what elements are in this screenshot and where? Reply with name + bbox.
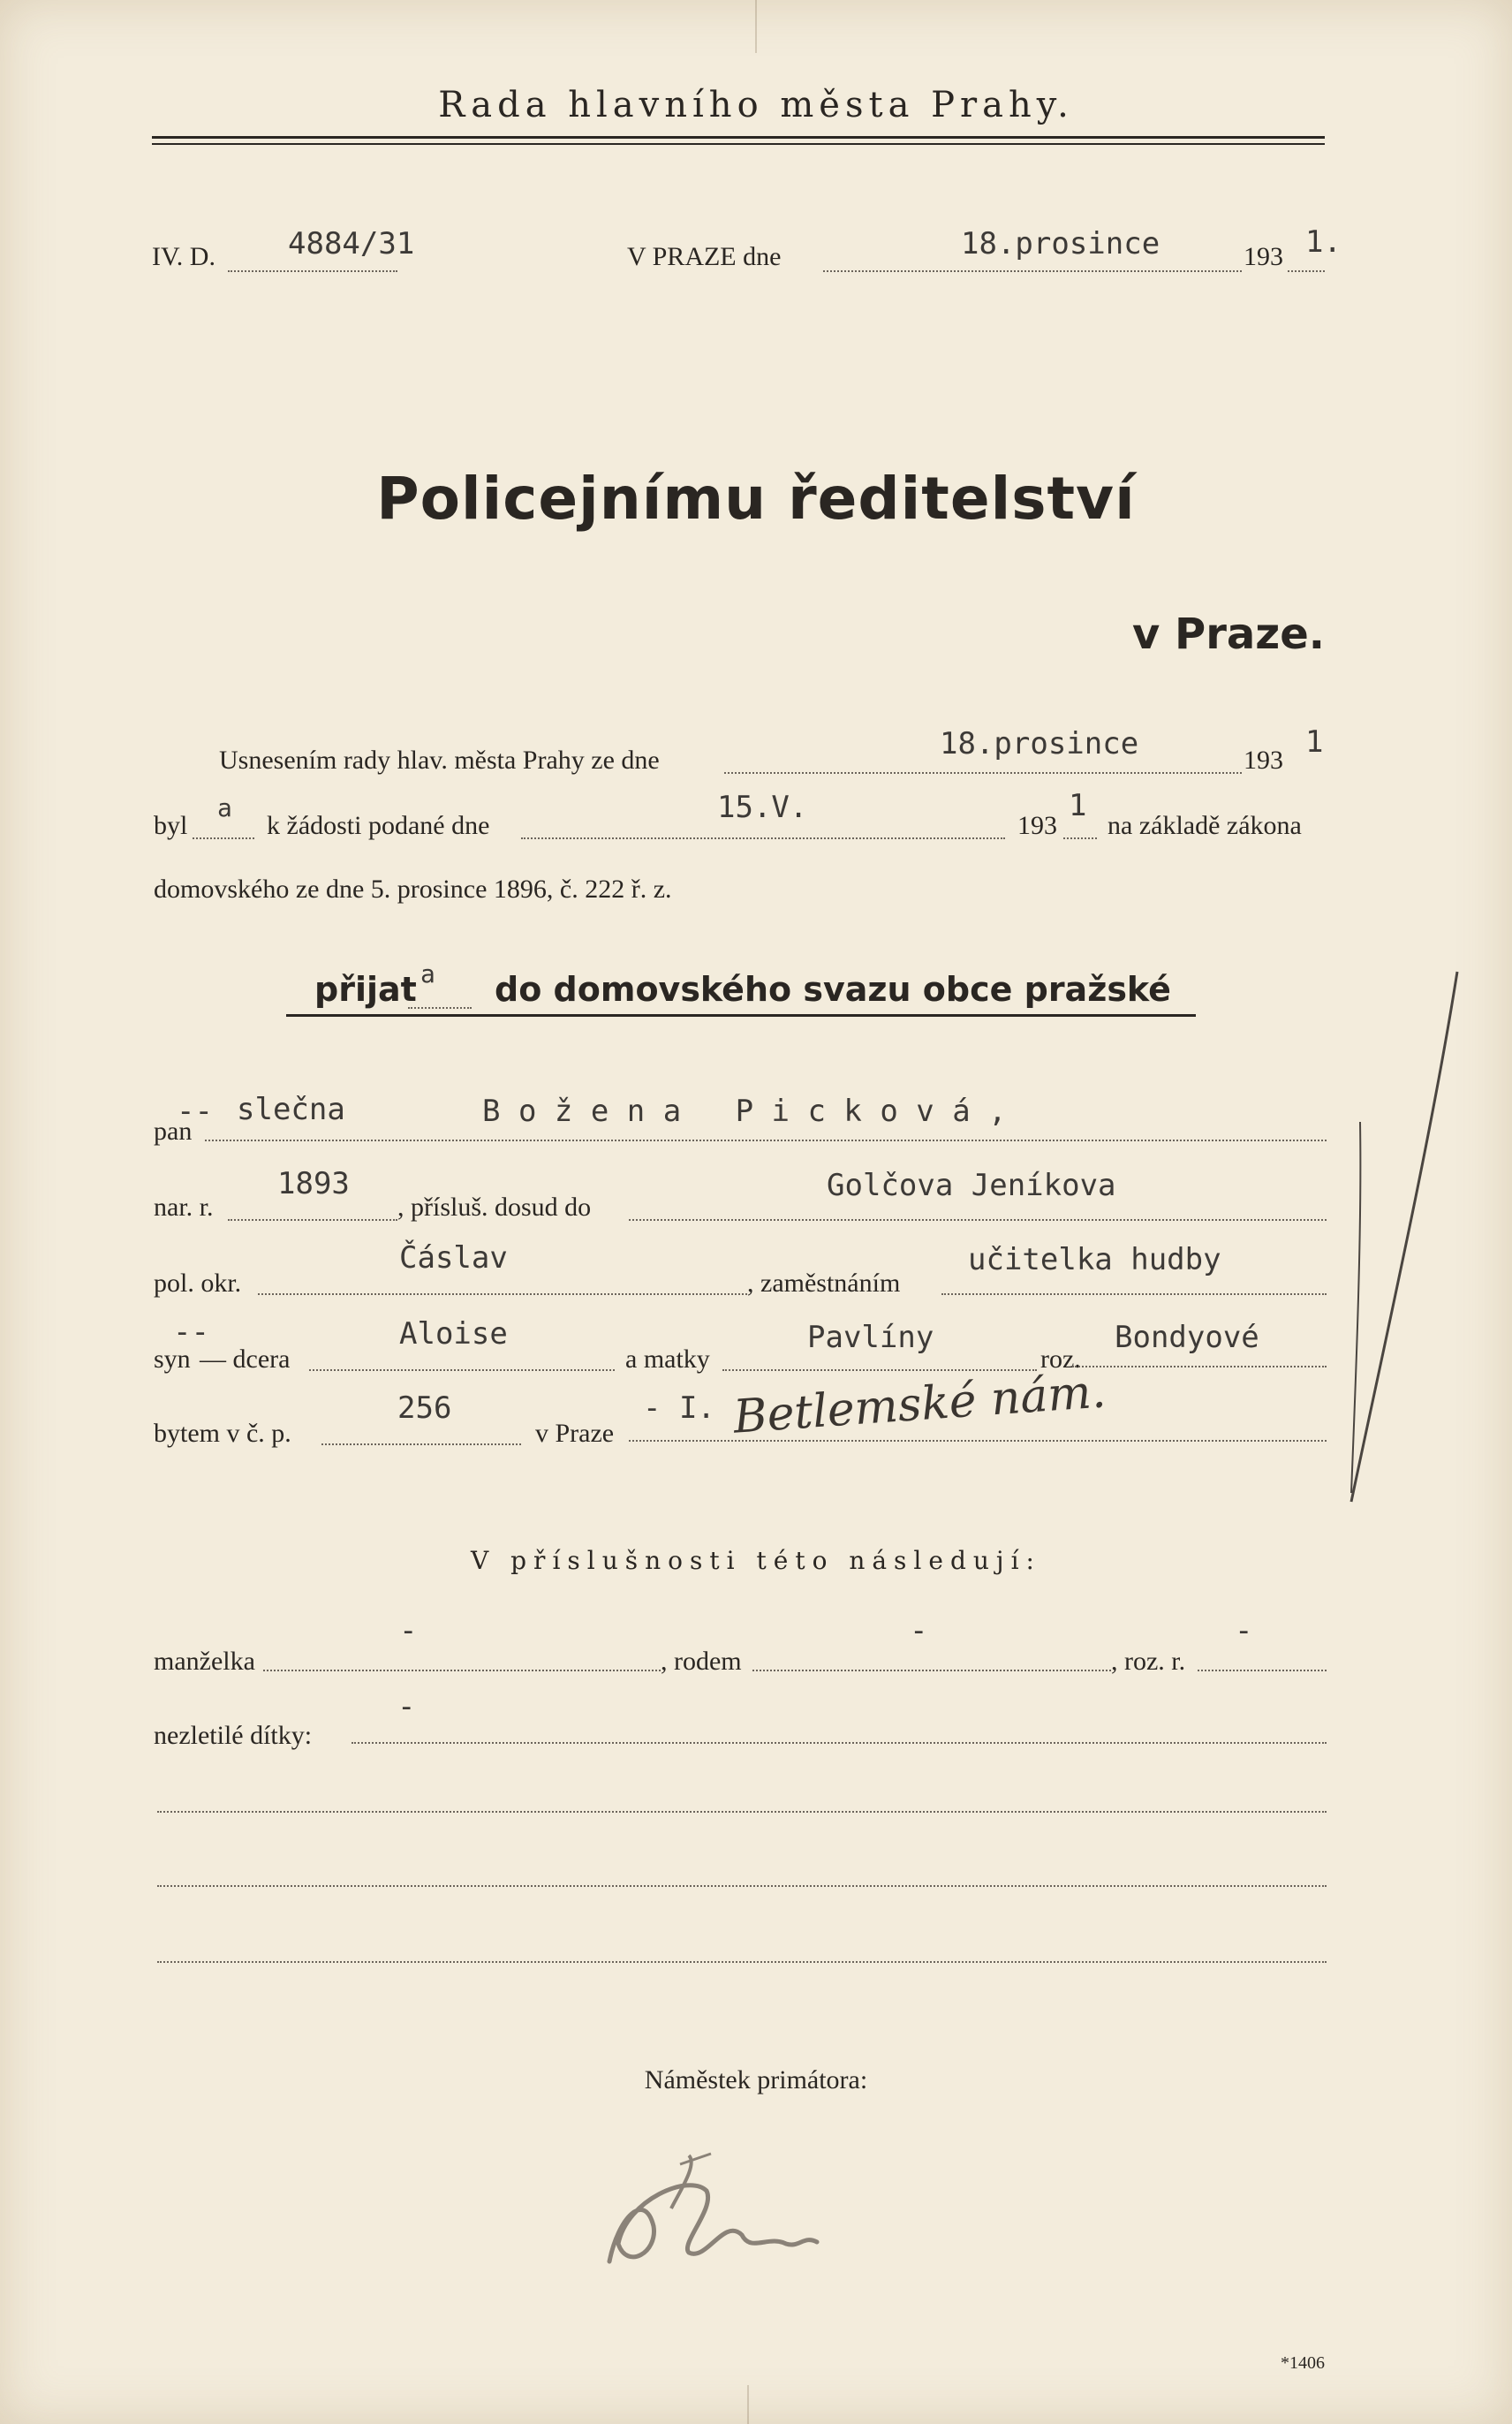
rodem-label: , rodem xyxy=(661,1647,742,1676)
maiden-name-label: roz. xyxy=(1040,1345,1081,1374)
dotted-line xyxy=(321,1443,521,1445)
byl-suffix: a xyxy=(217,793,232,822)
mother-label: a matky xyxy=(625,1345,710,1374)
byl-label: byl xyxy=(154,811,188,840)
dotted-line xyxy=(941,1293,1327,1295)
place-date-label: V PRAZE dne xyxy=(627,242,782,271)
admission-suffix: a xyxy=(420,959,435,989)
address-label: bytem v č. p. xyxy=(154,1419,291,1448)
district-number: - I. xyxy=(643,1390,715,1426)
year-suffix: 1 xyxy=(1305,724,1324,760)
dotted-line xyxy=(823,270,1242,272)
dotted-line xyxy=(1072,1366,1327,1367)
dotted-line xyxy=(629,1219,1327,1221)
person-title: slečna xyxy=(237,1092,345,1127)
resolution-date: 18.prosince xyxy=(940,726,1139,761)
request-date: 15.V. xyxy=(717,790,808,825)
birth-year: 1893 xyxy=(277,1166,350,1201)
pan-strike: -- xyxy=(177,1094,213,1129)
law-reference: domovského ze dne 5. prosince 1896, č. 222 ř. z. xyxy=(154,875,672,904)
signatory-label: Náměstek primátora: xyxy=(644,2065,868,2094)
dotted-line xyxy=(205,1140,1327,1141)
children-label: nezletilé dítky: xyxy=(154,1721,313,1750)
dotted-line xyxy=(752,1670,1111,1671)
year-prefix: 193 xyxy=(1244,242,1283,271)
belonging-label: , přísluš. dosud do xyxy=(397,1193,592,1222)
addressee-title: Policejnímu ředitelství xyxy=(376,465,1136,533)
addressee-location: v Praze. xyxy=(1132,610,1325,659)
law-label: na základě zákona xyxy=(1108,811,1302,840)
fold-crease xyxy=(747,2385,749,2424)
dotted-line xyxy=(722,1369,1037,1371)
dotted-line xyxy=(408,1007,472,1009)
signature xyxy=(592,2138,830,2279)
father-name: Aloise xyxy=(399,1316,508,1352)
birth-year-dash: - xyxy=(1235,1613,1253,1648)
form-number: *1406 xyxy=(1281,2353,1325,2373)
house-number: 256 xyxy=(397,1390,452,1426)
year-prefix: 193 xyxy=(1017,811,1057,840)
resolution-intro: Usnesením rady hlav. města Prahy ze dne xyxy=(219,746,660,775)
dotted-line xyxy=(228,270,397,272)
department-label: IV. D. xyxy=(152,242,215,271)
wife-dash: - xyxy=(399,1613,418,1648)
header-rule xyxy=(152,143,1325,145)
dotted-line xyxy=(228,1219,397,1221)
pencil-mark xyxy=(1325,963,1475,1511)
dotted-line xyxy=(258,1293,747,1295)
dotted-line xyxy=(263,1670,661,1671)
family-heading: V příslušnosti této následují: xyxy=(471,1546,1041,1575)
issue-date: 18.prosince xyxy=(961,226,1160,261)
pan-label: pan xyxy=(154,1117,193,1146)
occupation-label: , zaměstnáním xyxy=(747,1269,901,1298)
dotted-line xyxy=(1063,837,1097,839)
praha-label: v Praze xyxy=(535,1419,615,1448)
previous-domicile: Golčova Jeníkova xyxy=(827,1168,1116,1203)
district-value: Čáslav xyxy=(399,1240,508,1276)
admission-prefix: přijat xyxy=(314,970,417,1009)
birth-year-label: , roz. r. xyxy=(1111,1647,1186,1676)
syn-strike: -- xyxy=(173,1314,209,1350)
admission-text: do domovského svazu obce pražské xyxy=(495,970,1171,1009)
dotted-line xyxy=(157,1811,1327,1813)
reference-number: 4884/31 xyxy=(288,226,415,261)
dotted-line xyxy=(521,837,1005,839)
maiden-name: Bondyové xyxy=(1115,1320,1259,1355)
dotted-line xyxy=(352,1742,1327,1744)
admission-underline xyxy=(286,1014,1196,1017)
street-handwritten: Betlemské nám. xyxy=(731,1365,1108,1444)
occupation-value: učitelka hudby xyxy=(968,1242,1221,1277)
dcera-label: — dcera xyxy=(200,1345,291,1374)
dotted-line xyxy=(1198,1670,1327,1671)
dotted-line xyxy=(157,1885,1327,1887)
dotted-line xyxy=(724,772,1242,774)
dotted-line xyxy=(193,837,254,839)
year-prefix: 193 xyxy=(1244,746,1283,775)
person-name: B o ž e n a P i c k o v á , xyxy=(482,1094,1007,1129)
request-label: k žádosti podané dne xyxy=(267,811,490,840)
rodem-dash: - xyxy=(910,1613,928,1648)
dotted-line xyxy=(629,1440,1327,1442)
year-suffix: 1. xyxy=(1305,224,1342,260)
dotted-line xyxy=(157,1961,1327,1963)
children-dash: - xyxy=(397,1689,416,1724)
district-label: pol. okr. xyxy=(154,1269,242,1298)
header-rule xyxy=(152,136,1325,139)
issuing-authority: Rada hlavního města Prahy. xyxy=(438,85,1074,125)
born-label: nar. r. xyxy=(154,1193,214,1222)
dotted-line xyxy=(1288,270,1325,272)
fold-crease xyxy=(755,0,757,53)
wife-label: manželka xyxy=(154,1647,255,1676)
year-suffix: 1 xyxy=(1069,788,1087,823)
mother-name: Pavlíny xyxy=(807,1320,934,1355)
syn-label: syn xyxy=(154,1345,191,1374)
dotted-line xyxy=(309,1369,615,1371)
